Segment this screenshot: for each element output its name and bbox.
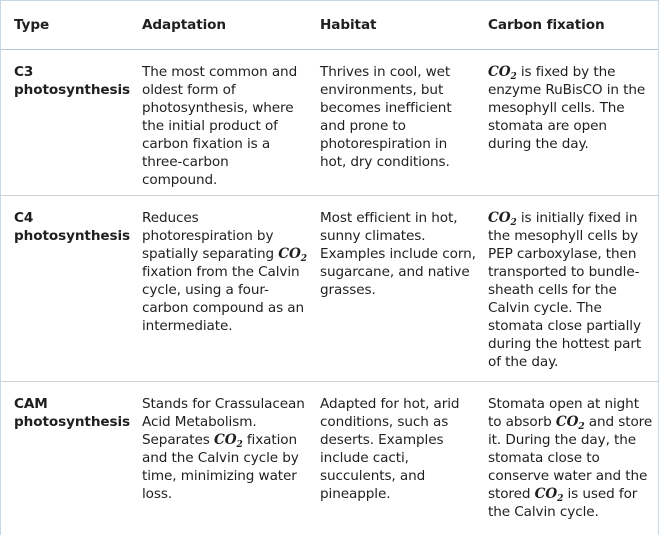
carbon-fixation-cell: $CO_2$ is initially fixed in the mesophyll cells by PEP carboxylase, then transported to bundle-sheath cells for the Calvin cycle. The stomata close partially during the hottest part of the day. bbox=[488, 210, 642, 370]
habitat-cell: Adapted for hot, arid conditions, such as deserts. Examples include cacti, succulents, and pineapple. bbox=[320, 396, 460, 502]
table-row bbox=[1, 50, 658, 196]
co2-formula: $CO_2$ bbox=[488, 64, 517, 82]
header-habitat: Habitat bbox=[320, 17, 377, 33]
carbon-fixation-cell: Stomata open at night to absorb $CO_2$ and store it. During the day, the stomata close to conserve water and the stored $CO_2$ is used for the Calvin cycle. bbox=[488, 396, 653, 520]
habitat-cell: Most efficient in hot, sunny climates. Examples include corn, sugarcane, and native grasses. bbox=[320, 210, 476, 298]
header-adaptation: Adaptation bbox=[142, 17, 227, 33]
type-cell: C4 photosynthesis bbox=[14, 210, 131, 244]
co2-formula: $CO_2$ bbox=[278, 246, 307, 264]
type-cell: C3 photosynthesis bbox=[14, 64, 131, 98]
co2-formula: $CO_2$ bbox=[555, 414, 585, 432]
adaptation-cell: The most common and oldest form of photosynthesis, where the initial product of carbon fixation is a three-carbon compound. bbox=[142, 64, 298, 188]
co2-formula: $CO_2$ bbox=[534, 486, 564, 504]
adaptation-cell: Stands for Crassulacean Acid Metabolism. Separates $CO_2$ fixation and the Calvin cycle by time, minimizing water loss. bbox=[142, 396, 305, 502]
carbon-fixation-cell: $CO_2$ is fixed by the enzyme RuBisCO in the mesophyll cells. The stomata are open during the day. bbox=[488, 64, 646, 152]
co2-formula: $CO_2$ bbox=[213, 432, 243, 450]
type-cell: CAM photosynthesis bbox=[14, 396, 131, 430]
table-row bbox=[1, 382, 658, 536]
header-type: Type bbox=[14, 17, 50, 33]
habitat-cell: Thrives in cool, wet environments, but becomes inefficient and prone to photorespiration in hot, dry conditions. bbox=[320, 64, 452, 170]
table-row bbox=[1, 196, 658, 382]
table-header-row bbox=[1, 1, 658, 50]
adaptation-cell: Reduces photorespiration by spatially separating $CO_2$ fixation from the Calvin cycle, using a four-carbon compound as an intermediate. bbox=[142, 210, 307, 334]
header-carbon-fixation: Carbon fixation bbox=[488, 17, 605, 33]
co2-formula: $CO_2$ bbox=[488, 210, 517, 228]
